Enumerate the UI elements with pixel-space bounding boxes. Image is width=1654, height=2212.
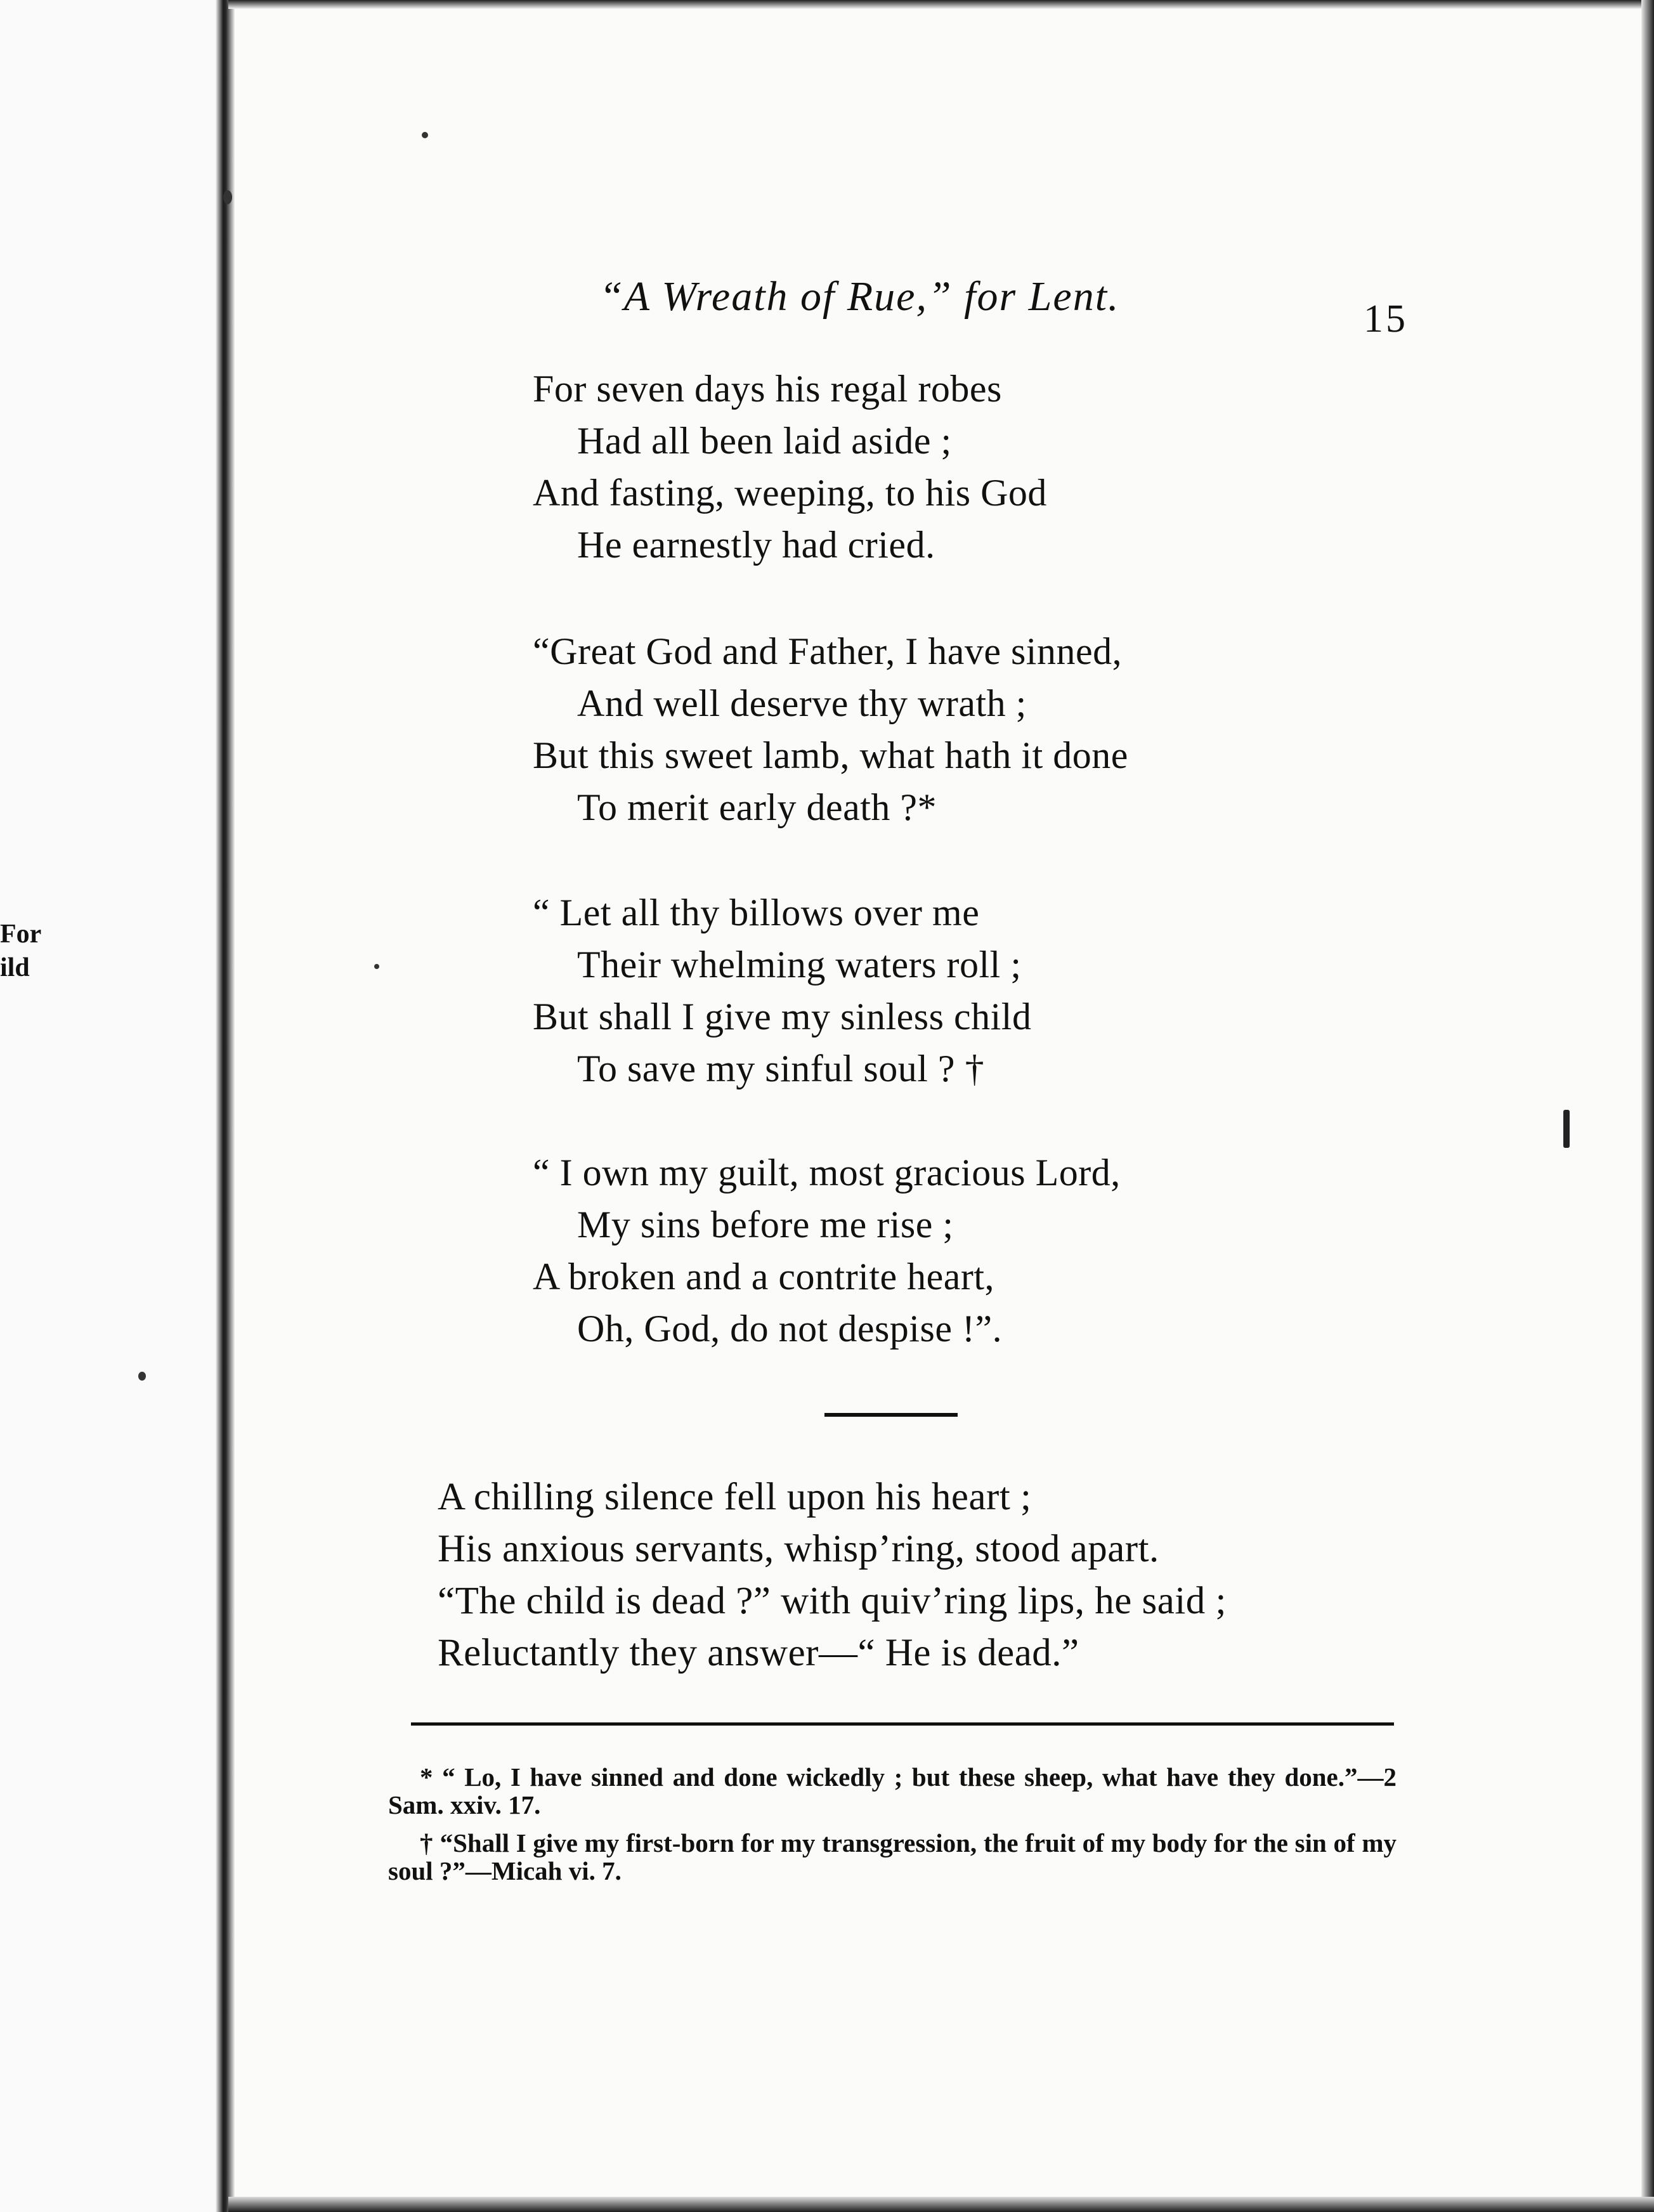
stanza [533,887,1357,1095]
poem-line: Oh, God, do not despise !”. [577,1308,1003,1350]
section-divider [824,1413,958,1417]
poem-line: And fasting, weeping, to his God [533,472,1047,514]
facing-page-text: ild [0,953,30,982]
scan-speck [138,1372,146,1381]
footnote [388,1763,1397,1819]
running-header: “A Wreath of Rue,” for Lent. [599,273,1120,320]
poem-line: Had all been laid aside ; [577,420,952,462]
couplet-line: Reluctantly they answer—“ He is dead.” [438,1632,1079,1674]
poem-line: “Great God and Father, I have sinned, [533,630,1123,672]
footnote-text: “Shall I give my first-born for my transgression, the fruit of my body for the sin of my soul ?”—Micah vi. 7. [388,1828,1397,1885]
couplet-line: “The child is dead ?” with quiv’ring lips, he said ; [438,1580,1227,1622]
poem-line: “ Let all thy billows over me [533,892,980,934]
footnote [388,1829,1397,1885]
stanza [533,625,1357,833]
poem-line: He earnestly had cried. [577,524,935,566]
page-number: 15 [1364,297,1408,341]
footnote-mark: * [420,1762,433,1792]
page-bottom-edge [228,2197,1654,2212]
footnote-text: “ Lo, I have sinned and done wickedly ; but these sheep, what have they done.”—2 Sam. xxiv. 17. [388,1762,1397,1819]
poem-line: “ I own my guilt, most gracious Lord, [533,1152,1121,1194]
poem-line: For seven days his regal robes [533,368,1002,410]
scan-speck [422,132,428,138]
couplet-line: His anxious servants, whisp’ring, stood apart. [438,1528,1159,1570]
poem-line: To merit early death ?* [577,786,937,828]
page-right-edge [1641,0,1654,2212]
footnotes [388,1763,1397,1895]
poem-line: Their whelming waters roll ; [577,944,1022,986]
stanza [533,363,1357,571]
poem-line: And well deserve thy wrath ; [577,682,1027,724]
facing-page-fragment [0,0,222,2212]
facing-page-text: For [0,920,42,949]
scan-speck [223,190,232,204]
poem-line: My sins before me rise ; [577,1204,954,1246]
stanza [533,1147,1357,1355]
closing-couplets [438,1471,1427,1679]
scan-speck [1563,1110,1570,1148]
footnote-mark: † [420,1828,433,1857]
page-top-edge [228,0,1654,9]
footnote-rule [411,1722,1394,1726]
poem-line: But shall I give my sinless child [533,996,1032,1038]
poem-line: A broken and a contrite heart, [533,1256,995,1298]
poem-line: To save my sinful soul ? † [577,1048,985,1090]
poem-line: But this sweet lamb, what hath it done [533,734,1128,776]
book-gutter [216,0,235,2212]
scan-speck [374,964,379,969]
couplet-line: A chilling silence fell upon his heart ; [438,1476,1032,1518]
